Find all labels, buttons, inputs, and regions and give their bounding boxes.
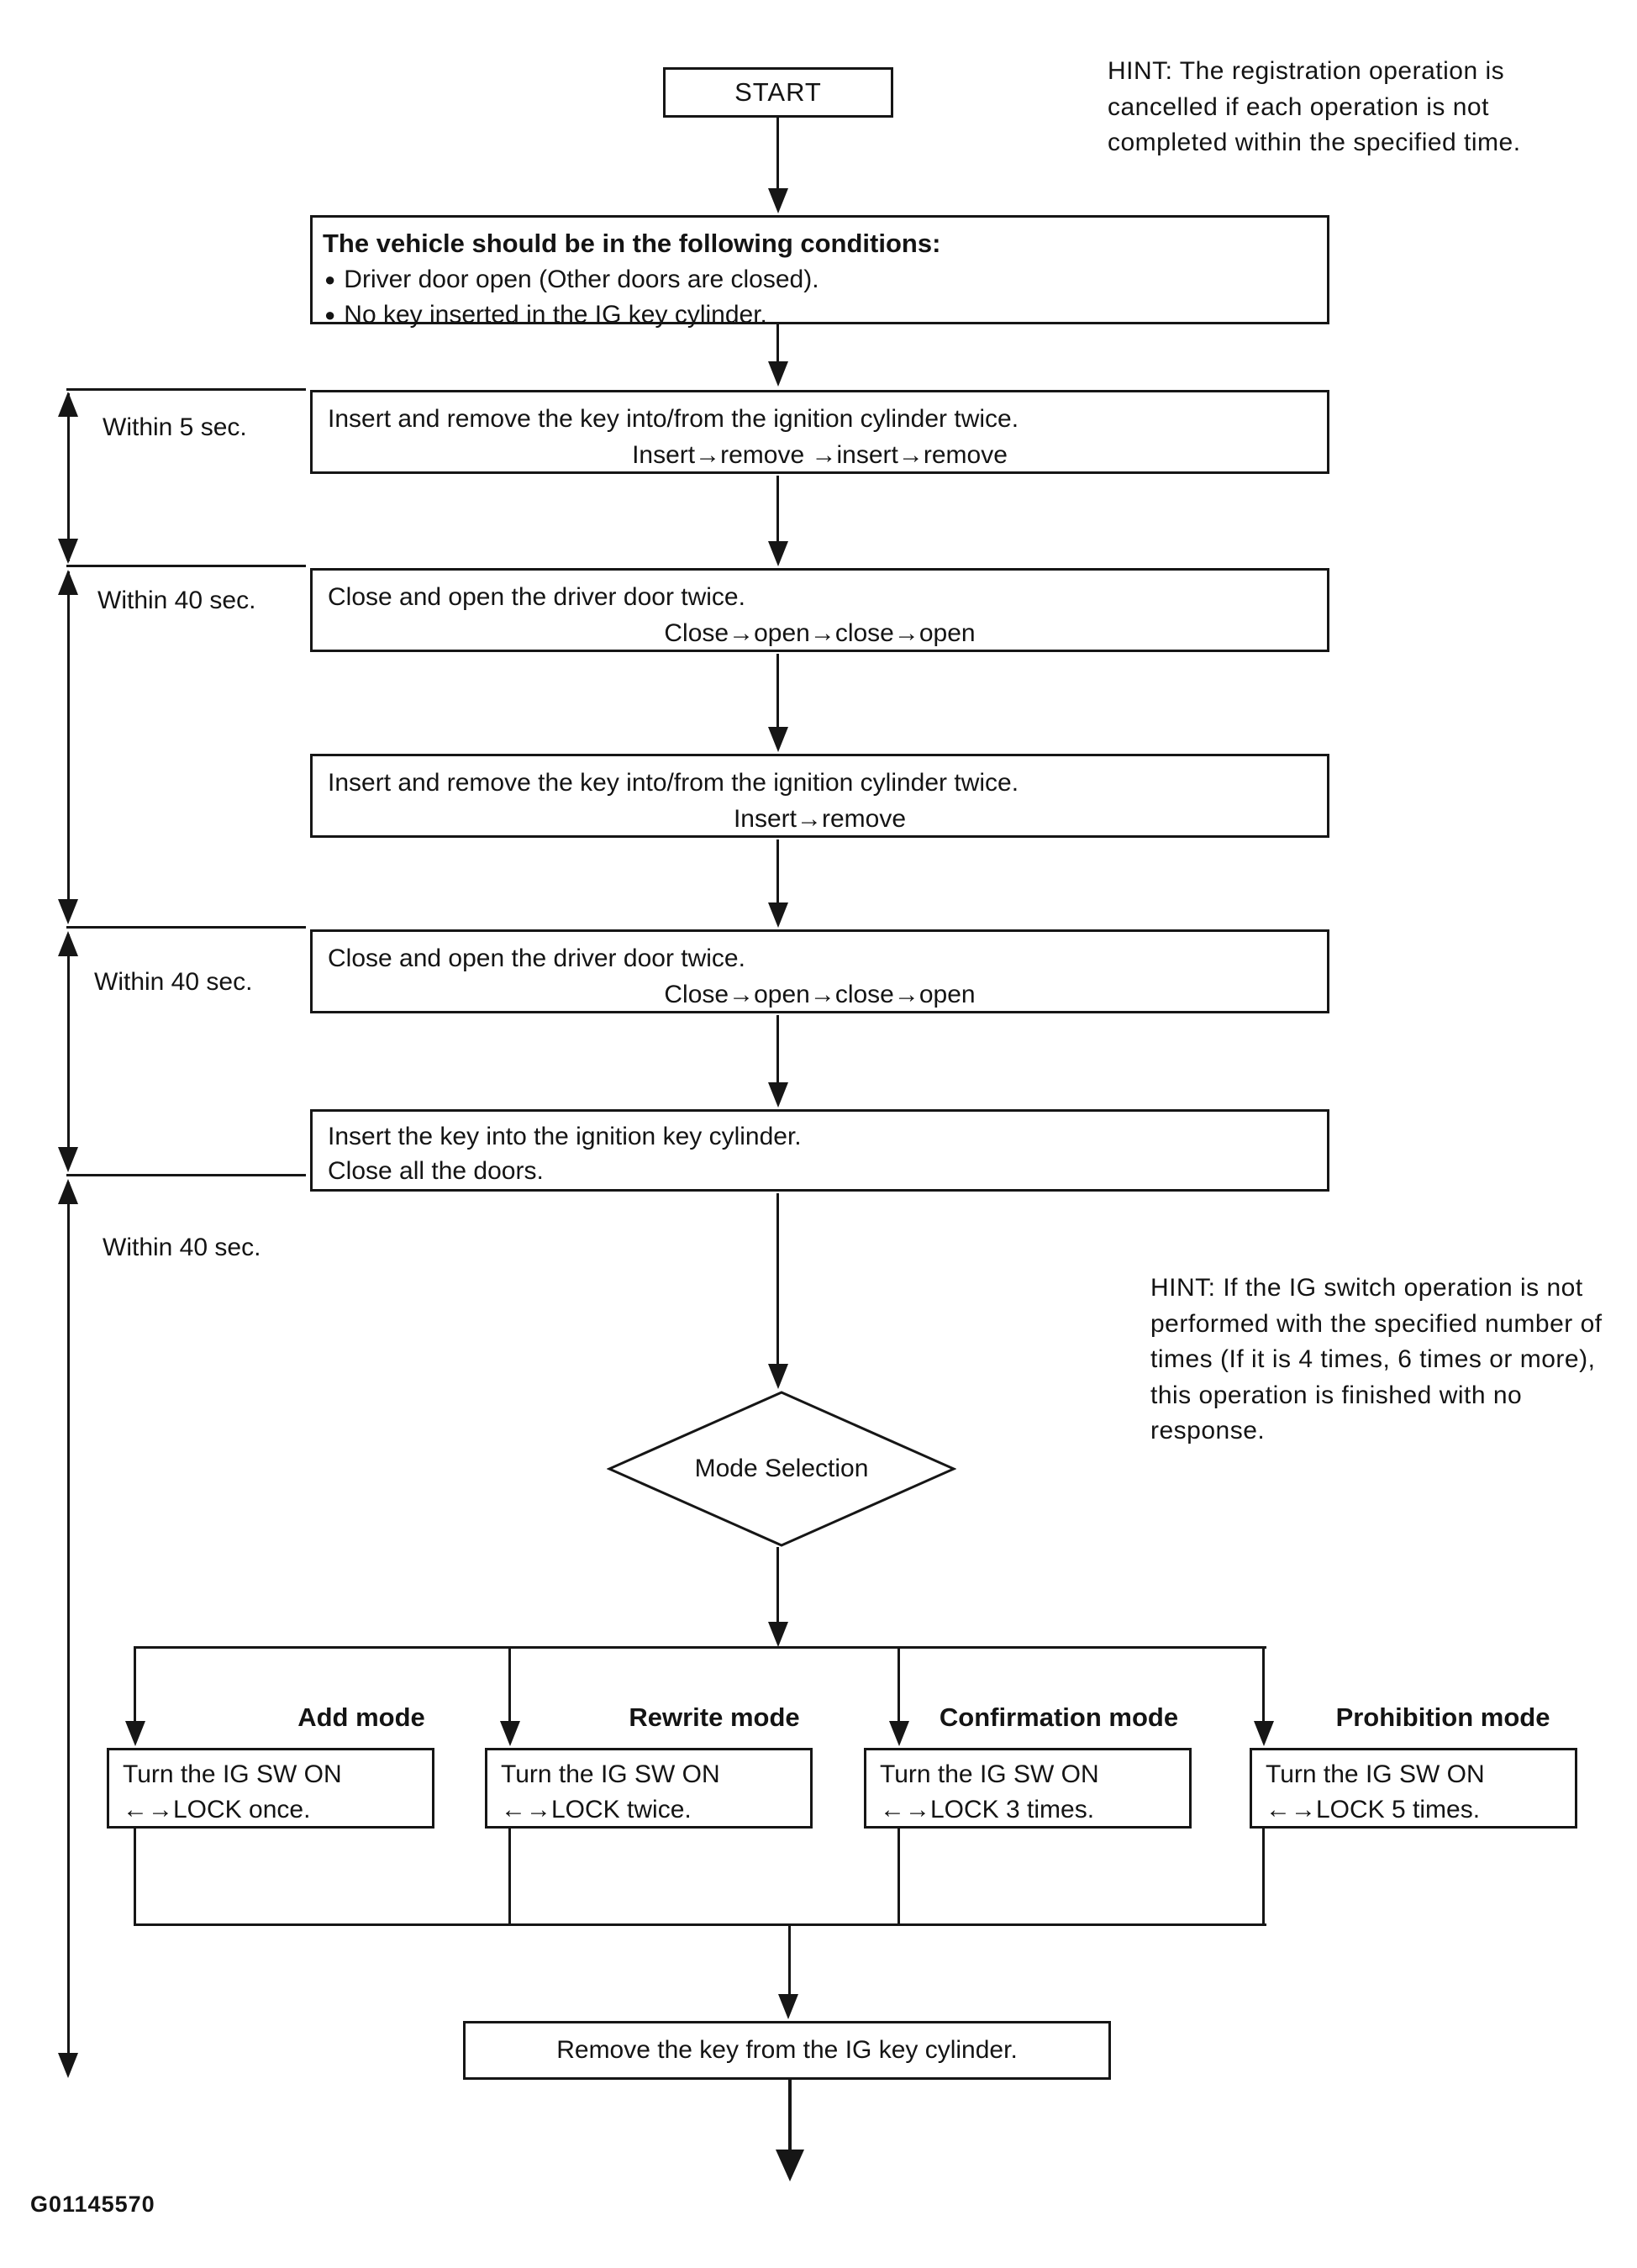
timer-bracket-3 (67, 934, 70, 1153)
timer-bracket-1 (67, 393, 70, 561)
step-1-line2: Insert→remove →insert→remove (632, 440, 1008, 469)
step-4-line2: Close→open→close→open (664, 980, 976, 1008)
bullet-icon: ● (324, 304, 336, 326)
branch-line (508, 1649, 511, 1723)
arrow-down-icon (58, 539, 78, 564)
mode-title-rewrite: Rewrite mode (629, 1702, 800, 1732)
step-1-line1: Insert and remove the key into/from the ignition cylinder twice. (328, 405, 1019, 433)
branch-line (134, 1649, 136, 1723)
timer-tick (66, 565, 306, 567)
mode-selection-label: Mode Selection (694, 1455, 869, 1482)
arrow-down-icon (768, 541, 788, 566)
timer-label-4: Within 40 sec. (103, 1234, 261, 1261)
arrow-down-icon (776, 2150, 804, 2181)
step-2-line2: Close→open→close→open (664, 618, 976, 647)
mode-add-line1: Turn the IG SW ON (123, 1760, 342, 1788)
arrow-down-icon (500, 1721, 520, 1746)
arrow-down-icon (58, 2053, 78, 2078)
mode-title-confirmation: Confirmation mode (939, 1702, 1179, 1732)
flow-line (788, 1925, 791, 1996)
arrow-down-icon (1254, 1721, 1274, 1746)
arrow-down-icon (768, 188, 788, 213)
arrow-down-icon (58, 899, 78, 924)
flow-line (776, 1547, 779, 1624)
timer-tick (66, 388, 306, 391)
flow-line (776, 654, 779, 729)
flow-line (776, 324, 779, 365)
merge-line (134, 1829, 136, 1926)
final-step-box (463, 2021, 1111, 2080)
merge-rail (134, 1923, 1266, 1926)
flow-line (776, 839, 779, 905)
timer-bracket-2 (67, 571, 70, 908)
branch-rail (134, 1646, 1266, 1649)
precondition-text: Driver door open (Other doors are closed). (344, 265, 819, 293)
arrow-down-icon (768, 1364, 788, 1389)
start-label: START (734, 77, 822, 108)
preconditions-title: The vehicle should be in the following conditions: (323, 229, 941, 258)
step-3-line1: Insert and remove the key into/from the ignition cylinder twice. (328, 769, 1019, 797)
mode-confirmation-line2: ←→LOCK 3 times. (880, 1796, 1095, 1823)
start-node (663, 67, 893, 118)
preconditions-box (310, 215, 1329, 329)
timer-label-3: Within 40 sec. (94, 968, 253, 996)
mode-box-prohibition (1250, 1748, 1577, 1829)
step-2-box (310, 568, 1329, 652)
merge-line (508, 1829, 511, 1926)
arrow-down-icon (768, 1082, 788, 1108)
precondition-item (313, 297, 1327, 333)
hint-ig-switch-times: HINT: If the IG switch operation is not performed with the specified number of times (If it is 4 times, 6 times or more), this operation is finished with no response. (1150, 1274, 1603, 1445)
flow-line (776, 1193, 779, 1366)
arrow-down-icon (768, 361, 788, 387)
mode-title-add: Add mode (297, 1702, 425, 1732)
mode-prohibition-line1: Turn the IG SW ON (1266, 1760, 1485, 1788)
step-2-line1: Close and open the driver door twice. (328, 583, 745, 611)
bullet-icon: ● (324, 268, 336, 290)
mode-add-line2: ←→LOCK once. (123, 1796, 311, 1823)
arrow-down-icon (768, 1622, 788, 1647)
flow-line (776, 118, 779, 192)
arrow-down-icon (125, 1721, 145, 1746)
step-5-line1: Insert the key into the ignition key cylinder. (328, 1123, 802, 1150)
step-4-box (310, 929, 1329, 1013)
timer-label-1: Within 5 sec. (103, 413, 247, 441)
branch-line (1262, 1649, 1265, 1723)
timer-tick (66, 1174, 306, 1176)
arrow-down-icon (58, 1147, 78, 1172)
hint-registration-cancelled: HINT: The registration operation is cancelled if each operation is not completed within the specified time. (1108, 57, 1521, 157)
mode-rewrite-line1: Turn the IG SW ON (501, 1760, 720, 1788)
mode-confirmation-line1: Turn the IG SW ON (880, 1760, 1099, 1788)
step-5-box (310, 1109, 1329, 1192)
arrow-down-icon (768, 727, 788, 752)
timer-label-2: Within 40 sec. (97, 587, 256, 614)
timer-tick (66, 926, 306, 929)
mode-box-confirmation (864, 1748, 1192, 1829)
flow-line (788, 2080, 792, 2154)
step-5-line2: Close all the doors. (328, 1156, 544, 1185)
precondition-text: No key inserted in the IG key cylinder. (344, 301, 767, 329)
branch-line (897, 1649, 900, 1723)
step-1-box (310, 390, 1329, 474)
timer-bracket-4 (67, 1182, 70, 2056)
mode-box-add (107, 1748, 434, 1829)
merge-line (897, 1829, 900, 1926)
mode-prohibition-line2: ←→LOCK 5 times. (1266, 1796, 1481, 1823)
mode-rewrite-line2: ←→LOCK twice. (501, 1796, 692, 1823)
figure-id: G01145570 (30, 2192, 155, 2217)
mode-box-rewrite (485, 1748, 813, 1829)
step-4-line1: Close and open the driver door twice. (328, 945, 745, 972)
precondition-item (313, 261, 1327, 297)
step-3-box (310, 754, 1329, 838)
mode-title-prohibition: Prohibition mode (1335, 1702, 1550, 1732)
arrow-down-icon (768, 902, 788, 928)
arrow-down-icon (778, 1994, 798, 2019)
flow-line (776, 1015, 779, 1084)
merge-line (1262, 1829, 1265, 1926)
step-3-line2: Insert→remove (733, 804, 907, 833)
final-step-label: Remove the key from the IG key cylinder. (556, 2035, 1018, 2064)
flow-line (776, 476, 779, 543)
